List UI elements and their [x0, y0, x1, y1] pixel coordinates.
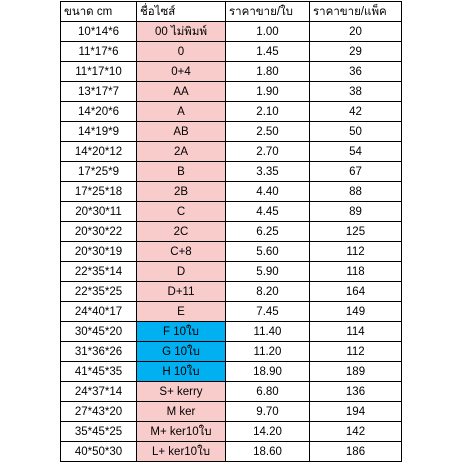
size-code-cell[interactable]: AA [137, 82, 226, 102]
unit-price-cell[interactable]: 1.45 [226, 42, 310, 62]
table-row [61, 342, 402, 362]
unit-price-cell[interactable]: 14.20 [226, 422, 310, 442]
pack-price-cell[interactable]: 42 [310, 102, 402, 122]
unit-price-cell[interactable]: 1.00 [226, 22, 310, 42]
table-row [61, 122, 402, 142]
pack-price-cell[interactable]: 186 [310, 442, 402, 462]
size-code-cell[interactable]: 0 [137, 42, 226, 62]
table-row [61, 422, 402, 442]
table-row [61, 202, 402, 222]
table-row [61, 62, 402, 82]
unit-price-cell[interactable]: 1.80 [226, 62, 310, 82]
size-code-cell[interactable]: C [137, 202, 226, 222]
header-unit-price[interactable]: ราคาขาย/ใบ [226, 2, 310, 22]
size-code-cell[interactable]: D [137, 262, 226, 282]
pack-price-cell[interactable]: 114 [310, 322, 402, 342]
price-table [60, 1, 402, 462]
table-row [61, 22, 402, 42]
size-cell[interactable]: 35*45*25 [61, 422, 137, 442]
table-row [61, 142, 402, 162]
size-cell[interactable]: 22*35*25 [61, 282, 137, 302]
pack-price-cell[interactable]: 54 [310, 142, 402, 162]
table-row [61, 222, 402, 242]
size-cell[interactable]: 14*19*9 [61, 122, 137, 142]
unit-price-cell[interactable]: 1.90 [226, 82, 310, 102]
table-row [61, 262, 402, 282]
size-code-cell[interactable]: F 10ใบ [137, 322, 226, 342]
size-code-cell[interactable]: S+ kerry [137, 382, 226, 402]
unit-price-cell[interactable]: 8.20 [226, 282, 310, 302]
pack-price-cell[interactable]: 125 [310, 222, 402, 242]
table-row [61, 382, 402, 402]
pack-price-cell[interactable]: 189 [310, 362, 402, 382]
size-code-cell[interactable]: AB [137, 122, 226, 142]
unit-price-cell[interactable]: 2.70 [226, 142, 310, 162]
pack-price-cell[interactable]: 142 [310, 422, 402, 442]
size-code-cell[interactable]: D+11 [137, 282, 226, 302]
table-row [61, 82, 402, 102]
pack-price-cell[interactable]: 118 [310, 262, 402, 282]
pack-price-cell[interactable]: 88 [310, 182, 402, 202]
size-cell[interactable]: 31*36*26 [61, 342, 137, 362]
pack-price-cell[interactable]: 29 [310, 42, 402, 62]
size-cell[interactable]: 27*43*20 [61, 402, 137, 422]
unit-price-cell[interactable]: 18.60 [226, 442, 310, 462]
header-row [61, 2, 402, 22]
size-cell[interactable]: 14*20*12 [61, 142, 137, 162]
size-code-cell[interactable]: B [137, 162, 226, 182]
pack-price-cell[interactable]: 67 [310, 162, 402, 182]
header-pack-price[interactable]: ราคาขาย/แพ็ค [310, 2, 402, 22]
size-cell[interactable]: 20*30*11 [61, 202, 137, 222]
table-row [61, 162, 402, 182]
size-cell[interactable]: 11*17*10 [61, 62, 137, 82]
table-row [61, 442, 402, 462]
size-cell[interactable]: 13*17*7 [61, 82, 137, 102]
size-code-cell[interactable]: L+ ker10ใบ [137, 442, 226, 462]
pack-price-cell[interactable]: 50 [310, 122, 402, 142]
size-code-cell[interactable]: H 10ใบ [137, 362, 226, 382]
size-cell[interactable]: 14*20*6 [61, 102, 137, 122]
pack-price-cell[interactable]: 164 [310, 282, 402, 302]
size-cell[interactable]: 20*30*22 [61, 222, 137, 242]
pack-price-cell[interactable]: 36 [310, 62, 402, 82]
table-row [61, 42, 402, 62]
table-row [61, 322, 402, 342]
header-size[interactable]: ขนาด cm [61, 2, 137, 22]
pack-price-cell[interactable]: 112 [310, 342, 402, 362]
pack-price-cell[interactable]: 136 [310, 382, 402, 402]
pack-price-cell[interactable]: 20 [310, 22, 402, 42]
size-code-cell[interactable]: 2A [137, 142, 226, 162]
unit-price-cell[interactable]: 4.40 [226, 182, 310, 202]
size-code-cell[interactable]: A [137, 102, 226, 122]
pack-price-cell[interactable]: 38 [310, 82, 402, 102]
pack-price-cell[interactable]: 112 [310, 242, 402, 262]
size-cell[interactable]: 40*50*30 [61, 442, 137, 462]
unit-price-cell[interactable]: 4.45 [226, 202, 310, 222]
table-row [61, 362, 402, 382]
table-body [61, 22, 402, 462]
table-row [61, 402, 402, 422]
size-cell[interactable]: 41*45*35 [61, 362, 137, 382]
pack-price-cell[interactable]: 89 [310, 202, 402, 222]
size-code-cell[interactable]: M ker [137, 402, 226, 422]
size-cell[interactable]: 17*25*18 [61, 182, 137, 202]
size-code-cell[interactable]: M+ ker10ใบ [137, 422, 226, 442]
size-cell[interactable]: 11*17*6 [61, 42, 137, 62]
size-code-cell[interactable]: E [137, 302, 226, 322]
unit-price-cell[interactable]: 3.35 [226, 162, 310, 182]
unit-price-cell[interactable]: 5.60 [226, 242, 310, 262]
size-code-cell[interactable]: G 10ใบ [137, 342, 226, 362]
size-cell[interactable]: 24*37*14 [61, 382, 137, 402]
unit-price-cell[interactable]: 6.80 [226, 382, 310, 402]
unit-price-cell[interactable]: 5.90 [226, 262, 310, 282]
size-cell[interactable]: 24*40*17 [61, 302, 137, 322]
unit-price-cell[interactable]: 9.70 [226, 402, 310, 422]
unit-price-cell[interactable]: 18.90 [226, 362, 310, 382]
pack-price-cell[interactable]: 149 [310, 302, 402, 322]
header-size-code[interactable]: ชื่อไซส์ [137, 2, 226, 22]
size-code-cell[interactable]: 00 ไม่พิมพ์ [137, 22, 226, 42]
size-cell[interactable]: 22*35*14 [61, 262, 137, 282]
unit-price-cell[interactable]: 7.45 [226, 302, 310, 322]
size-code-cell[interactable]: 2B [137, 182, 226, 202]
pack-price-cell[interactable]: 194 [310, 402, 402, 422]
table-row [61, 282, 402, 302]
unit-price-cell[interactable]: 2.50 [226, 122, 310, 142]
size-cell[interactable]: 20*30*19 [61, 242, 137, 262]
size-cell[interactable]: 17*25*9 [61, 162, 137, 182]
size-cell[interactable]: 30*45*20 [61, 322, 137, 342]
size-code-cell[interactable]: C+8 [137, 242, 226, 262]
unit-price-cell[interactable]: 2.10 [226, 102, 310, 122]
table-row [61, 182, 402, 202]
table-row [61, 302, 402, 322]
unit-price-cell[interactable]: 11.40 [226, 322, 310, 342]
unit-price-cell[interactable]: 6.25 [226, 222, 310, 242]
size-code-cell[interactable]: 0+4 [137, 62, 226, 82]
size-code-cell[interactable]: 2C [137, 222, 226, 242]
table-row [61, 242, 402, 262]
size-cell[interactable]: 10*14*6 [61, 22, 137, 42]
unit-price-cell[interactable]: 11.20 [226, 342, 310, 362]
table-row [61, 102, 402, 122]
